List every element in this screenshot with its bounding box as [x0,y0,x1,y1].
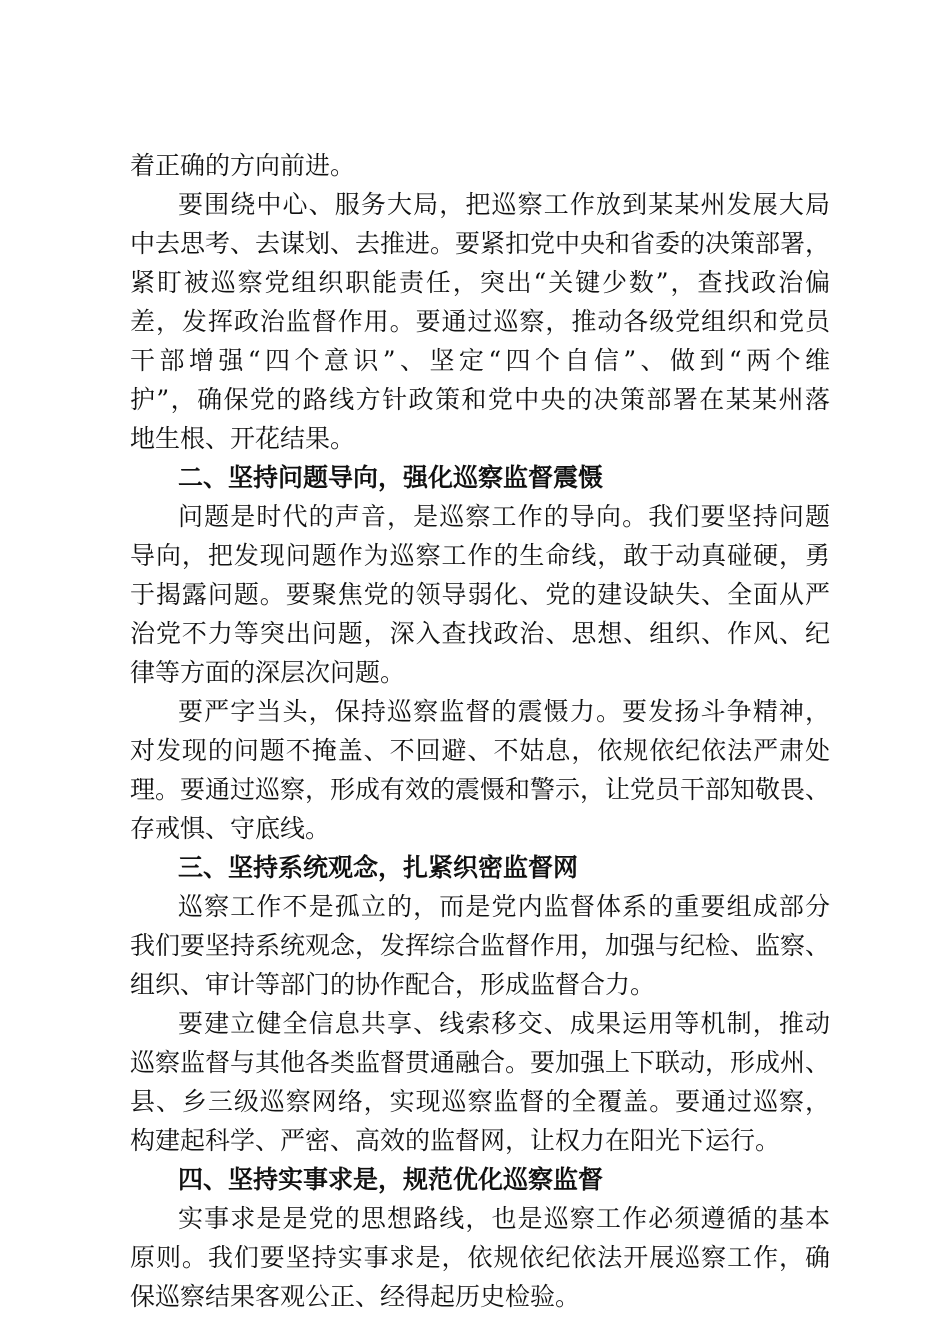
paragraph-line: 组织、审计等部门的协作配合，形成监督合力。 [130,970,656,999]
paragraph-line: 要严字当头，保持巡察监督的震慑力。要发扬斗争精神， [178,697,830,726]
paragraph-line: 导向，把发现问题作为巡察工作的生命线，敢于动真碰硬，勇 [130,541,830,570]
paragraph-line: 治党不力等突出问题，深入查找政治、思想、组织、作风、纪 [130,619,830,648]
paragraph-line: 县、乡三级巡察网络，实现巡察监督的全覆盖。要通过巡察， [130,1087,830,1116]
section-heading: 二、坚持问题导向，强化巡察监督震慑 [178,463,604,492]
paragraph-line: 问题是时代的声音，是巡察工作的导向。我们要坚持问题 [178,502,830,531]
paragraph-line: 保巡察结果客观公正、经得起历史检验。 [130,1282,581,1311]
section-heading: 三、坚持系统观念，扎紧织密监督网 [178,853,579,882]
paragraph-line: 对发现的问题不掩盖、不回避、不姑息，依规依纪依法严肃处 [130,736,830,765]
paragraph-line: 差，发挥政治监督作用。要通过巡察，推动各级党组织和党员 [130,307,830,336]
section-heading: 四、坚持实事求是，规范优化巡察监督 [178,1165,604,1194]
paragraph-line: 理。要通过巡察，形成有效的震慑和警示，让党员干部知敬畏、 [130,775,831,804]
paragraph-line: 实事求是是党的思想路线，也是巡察工作必须遵循的基本 [178,1204,830,1233]
paragraph-line: 存戒惧、守底线。 [130,814,331,843]
paragraph-line: 地生根、开花结果。 [130,424,356,453]
paragraph-line: 着正确的方向前进。 [130,151,356,180]
paragraph-line: 于揭露问题。要聚焦党的领导弱化、党的建设缺失、全面从严 [130,580,830,609]
paragraph-line: 要围绕中心、服务大局，把巡察工作放到某某州发展大局 [178,190,830,219]
paragraph-line: 原则。我们要坚持实事求是，依规依纪依法开展巡察工作，确 [130,1243,830,1272]
paragraph-line: 护”，确保党的路线方针政策和党中央的决策部署在某某州落 [130,385,830,414]
paragraph-line: 我们要坚持系统观念，发挥综合监督作用，加强与纪检、监察、 [130,931,831,960]
paragraph-line: 律等方面的深层次问题。 [130,658,406,687]
paragraph-line: 巡察监督与其他各类监督贯通融合。要加强上下联动，形成州、 [130,1048,831,1077]
paragraph-line: 干部增强“四个意识”、坚定“四个自信”、做到“两个维 [130,346,830,375]
paragraph-line: 要建立健全信息共享、线索移交、成果运用等机制，推动 [178,1009,830,1038]
paragraph-line: 中去思考、去谋划、去推进。要紧扣党中央和省委的决策部署， [130,229,831,258]
paragraph-line: 紧盯被巡察党组织职能责任，突出“关键少数”，查找政治偏 [130,268,830,297]
paragraph-line: 构建起科学、严密、高效的监督网，让权力在阳光下运行。 [130,1126,781,1155]
paragraph-line: 巡察工作不是孤立的，而是党内监督体系的重要组成部分 [178,892,830,921]
